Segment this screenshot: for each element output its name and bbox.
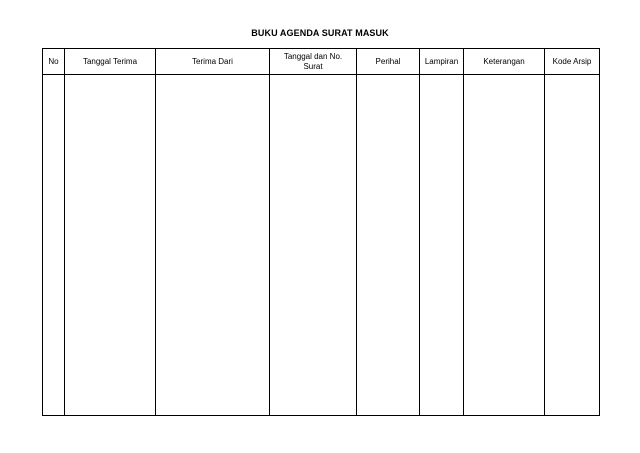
column-header-no: No <box>43 49 65 75</box>
document-title: BUKU AGENDA SURAT MASUK <box>251 28 389 38</box>
column-header-terima-dari: Terima Dari <box>156 49 270 75</box>
agenda-table <box>42 48 600 416</box>
cell-keterangan[interactable] <box>464 75 545 416</box>
column-header-kode-arsip: Kode Arsip <box>545 49 600 75</box>
cell-kode-arsip[interactable] <box>545 75 600 416</box>
column-header-perihal: Perihal <box>357 49 420 75</box>
cell-tanggal-terima[interactable] <box>65 75 156 416</box>
column-header-tanggal-no-surat: Tanggal dan No. Surat <box>270 49 357 75</box>
cell-lampiran[interactable] <box>420 75 464 416</box>
table-header-row <box>43 49 600 75</box>
column-header-tanggal-terima: Tanggal Terima <box>65 49 156 75</box>
cell-terima-dari[interactable] <box>156 75 270 416</box>
column-header-keterangan: Keterangan <box>464 49 545 75</box>
cell-perihal[interactable] <box>357 75 420 416</box>
column-header-lampiran: Lampiran <box>420 49 464 75</box>
cell-no[interactable] <box>43 75 65 416</box>
cell-tanggal-no-surat[interactable] <box>270 75 357 416</box>
table-body-row <box>43 75 600 416</box>
